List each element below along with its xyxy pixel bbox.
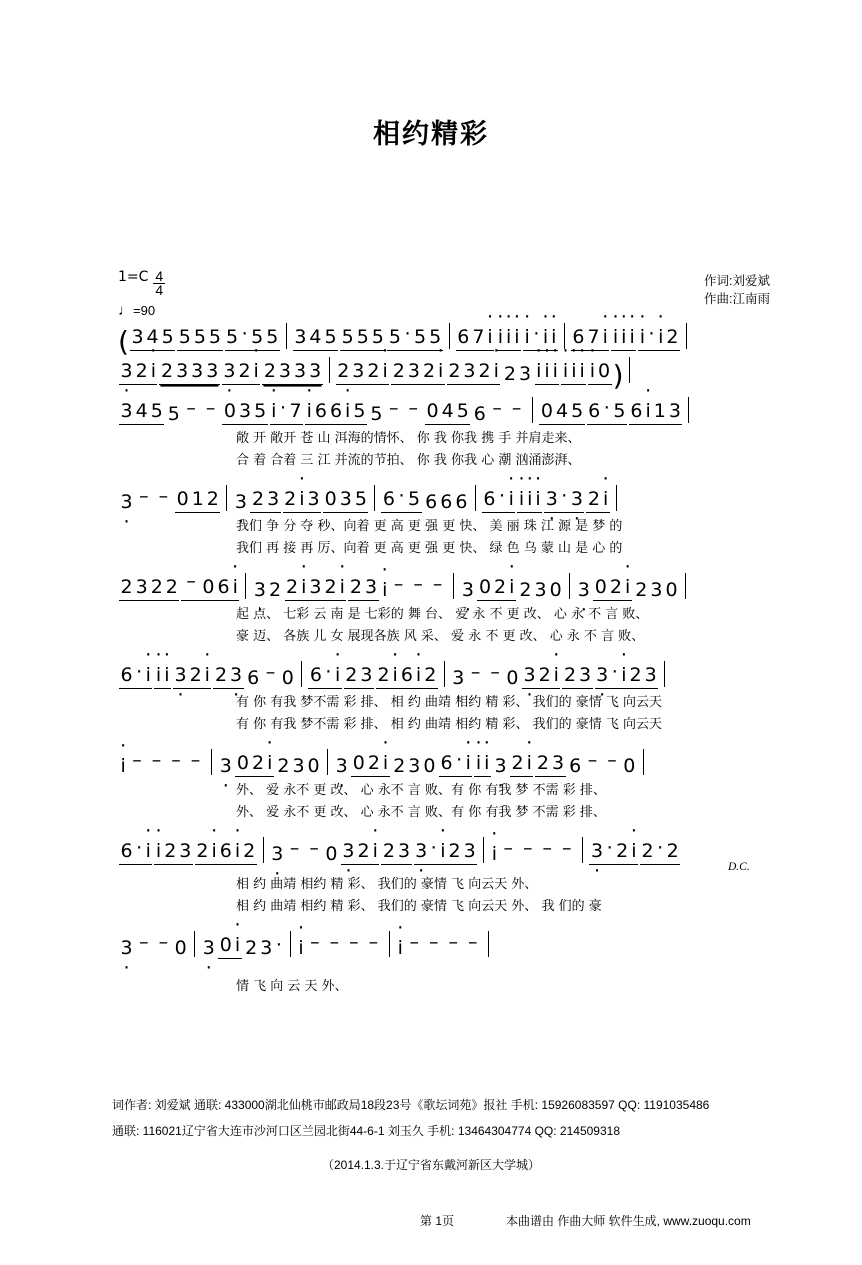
lyric-row: 敞 开 敞开 苍 山 洱海的情怀、 你 我 你我 携 手 并肩走来、 <box>236 430 581 446</box>
generator-note: 本曲谱由 作曲大师 软件生成, www.zuoqu.com <box>506 1214 751 1228</box>
note-group: · i – – – <box>381 579 448 601</box>
page-footer <box>0 1212 862 1229</box>
time-signature-numerator: 4 <box>155 268 164 284</box>
note-group: 3 4 5 <box>119 400 164 425</box>
note-group: · i · i · i <box>496 326 521 351</box>
music-system-3 <box>0 479 862 557</box>
note-group: 6 · · i <box>119 664 152 689</box>
note-group: · i · i <box>474 752 491 777</box>
note-group: · i · i · i <box>535 360 560 385</box>
note-group: 6 · · i <box>439 752 472 777</box>
note-group: 5 5 5 <box>177 326 222 351</box>
lyric-row: 外、 爱 永不 更 改、 心 永不 言 败、有 你 有我 梦 不需 彩 排、 <box>236 804 606 820</box>
footer-line-1: 词作者: 刘爱斌 通联: 433000湖北仙桃市邮政局18段23号《歌坛词苑》报社 手机: 15926083597 QQ: 1191035486 <box>112 1098 710 1112</box>
barline <box>194 931 195 957</box>
note-group: 0 2 · i <box>235 752 273 777</box>
note-group: 6 · · i <box>308 664 341 689</box>
note-group: 3 · · · i 2 3 <box>595 664 659 689</box>
note-group: 2 3 0 <box>635 579 678 601</box>
note-group: 2 3 <box>535 752 565 777</box>
note-group: 0 2 · i <box>351 752 389 777</box>
page-title: 相约精彩 <box>373 119 489 150</box>
lyric-row: 豪 迈、 各族 儿 女 展现各族 风 采、 爱 永 不 更 改、 心 永 不 言 败、 <box>236 628 645 644</box>
note-group: 2 · 2 <box>640 840 680 865</box>
music-system-7 <box>0 831 862 915</box>
barline <box>475 485 476 511</box>
barline <box>211 749 212 775</box>
note-group: 3 · · 3 · <box>544 488 584 513</box>
note-group: 3 · 2 · i <box>173 664 211 689</box>
note-group: 6 · 5 <box>381 488 421 513</box>
notation-line-7a <box>118 831 770 865</box>
note-group: 2 · i 3 2 · i <box>285 576 347 601</box>
note-group: 0 4 5 <box>425 400 470 425</box>
note-group: 2 · i 3 <box>283 488 321 513</box>
note-group: · i 6 6 · i 5 <box>305 400 367 425</box>
barline <box>664 661 665 687</box>
note-group: 6 – – <box>473 397 522 425</box>
notation-line-2a <box>118 391 770 425</box>
barline <box>263 837 264 863</box>
note-group: 3 · – – 0 <box>451 667 520 689</box>
note-group: · i · i · i <box>561 360 586 385</box>
barline <box>374 485 375 511</box>
note-group: 3 · <box>493 755 508 777</box>
notation-line-4a <box>118 567 770 601</box>
tempo-marking <box>118 303 165 318</box>
barline <box>245 573 246 599</box>
note-group: · i · · i · i <box>523 326 558 351</box>
note-group: 5 · 5 5 <box>225 326 280 351</box>
note-group: 3 · 2 · i <box>341 840 379 865</box>
barline <box>327 749 328 775</box>
note-group: 2 3 2 · i <box>391 360 445 385</box>
barline <box>389 931 390 957</box>
note-group: · i · i · i <box>517 488 542 513</box>
note-group: 2 3 <box>562 664 592 689</box>
time-signature-denominator: 4 <box>155 282 164 298</box>
barline <box>616 485 617 511</box>
lyric-row: 外、 爱 永不 更 改、 心 永不 言 败、有 你 有我 梦 不需 彩 排、 <box>236 782 606 798</box>
note-group: 6 · · i <box>119 840 152 865</box>
note-group: 2 3 3 3 <box>159 360 219 385</box>
notation-line-8a <box>118 925 770 959</box>
composer-credit: 作曲:江南雨 <box>704 292 770 306</box>
barline <box>488 931 489 957</box>
lyric-row: 有 你 有我 梦不需 彩 排、 相 约 曲靖 相约 精 彩、 我们的 豪情 飞 向云天 <box>236 694 662 710</box>
note-group: 0 2 · i <box>593 576 631 601</box>
note-group: · i – – – – <box>297 937 383 959</box>
note-group: 5 – – <box>167 397 216 425</box>
note-group: · i 0 <box>588 360 611 385</box>
note-group: 6 – 0 <box>247 661 294 689</box>
note-group: · i 2 3 <box>154 840 192 865</box>
music-system-1 <box>0 317 862 392</box>
lyric-row: 我们 争 分 夺 秒、向着 更 高 更 强 更 快、 美 丽 珠 江 源 是 梦 的 <box>236 518 623 534</box>
note-group: 3 · 2 · i <box>119 360 157 385</box>
lyric-row: 起 点、 七彩 云 南 是 七彩的 舞 台、 爱 永 不 更 改、 心 永 不 言 败、 <box>236 606 649 622</box>
note-group: 2 3 <box>250 488 280 513</box>
note-group: 3 · 2 · i <box>522 664 560 689</box>
note-group: 3 · <box>218 755 233 777</box>
barline <box>582 837 583 863</box>
note-group: 2 3 <box>348 576 378 601</box>
barline <box>444 661 445 687</box>
notation-line-1a <box>118 317 770 358</box>
quarter-note-icon: ♩ <box>118 302 133 319</box>
note-group: 3 · · 2 · i <box>589 840 638 865</box>
note-group: · i · i <box>154 664 171 689</box>
note-group: 3 · <box>460 579 475 601</box>
notation-line-1b <box>118 351 770 392</box>
barline <box>286 323 287 349</box>
note-group: 2 · i <box>510 752 533 777</box>
notation-line-3a <box>118 479 770 513</box>
note-group: 6 · · i <box>482 488 515 513</box>
tempo-value: =90 <box>133 303 156 318</box>
note-group: 3 4 5 <box>293 326 338 351</box>
note-group: 0 2 · i <box>477 576 515 601</box>
note-group: 2 · i 6 · i 2 <box>195 840 257 865</box>
note-group: 3 · · · i 2 3 <box>414 840 478 865</box>
note-group: 3 · 2 <box>252 579 282 601</box>
barline <box>532 397 533 423</box>
credits <box>704 272 770 308</box>
note-group: 3 · <box>201 937 216 959</box>
page-number: 第 1页 <box>420 1214 455 1228</box>
note-group: 3 · <box>576 579 591 601</box>
barline <box>643 749 644 775</box>
music-system-6 <box>0 743 862 821</box>
note-group: – 0 6 · i <box>181 576 239 601</box>
notation-line-5a <box>118 655 770 689</box>
note-group: 2 3 0 <box>277 755 320 777</box>
barline <box>685 573 686 599</box>
note-group: 2 3 0 <box>393 755 436 777</box>
barline <box>301 661 302 687</box>
note-group: 3 · – – 0 <box>270 843 339 865</box>
dc-marking: D.C. <box>728 861 750 873</box>
barline <box>629 357 630 383</box>
note-group: 3 · – – <box>119 491 173 513</box>
note-group: 5 5 5 <box>340 326 385 351</box>
note-group: 2 3 2 · i <box>447 360 501 385</box>
note-group: · i – – – – <box>490 843 576 865</box>
note-group: 2 · i <box>586 488 609 513</box>
key-signature-block <box>118 270 165 318</box>
barline <box>290 931 291 957</box>
footer-line-3: （2014.1.3.于辽宁省东戴河新区大学城） <box>321 1158 541 1172</box>
barline <box>453 573 454 599</box>
note-group: 6 6 6 <box>425 491 468 513</box>
lyric-row: 相 约 曲靖 相约 精 彩、 我们的 豪情 飞 向云天 外、 <box>236 876 538 892</box>
key-label: 1=C <box>118 269 149 285</box>
note-group: 2 3 · <box>245 934 282 959</box>
note-group: 6 7 · i <box>571 326 609 351</box>
close-paren: ) <box>612 359 624 392</box>
note-group: 2 3 <box>503 363 532 385</box>
note-group: 3 · – – 0 <box>119 937 188 959</box>
note-group: · i – – – – <box>396 937 482 959</box>
barline <box>688 397 689 423</box>
barline <box>686 323 687 349</box>
note-group: 3 4 5 <box>130 326 175 351</box>
note-group: · i · · i 2 <box>638 326 680 351</box>
note-group: 2 3 2 · i <box>336 360 390 385</box>
note-group: 6 7 · i <box>456 326 494 351</box>
notation-line-6a <box>118 743 770 777</box>
note-group: 0 3 5 <box>222 400 267 425</box>
music-system-4 <box>0 567 862 645</box>
note-group: 2 · i 6 · i 2 <box>376 664 438 689</box>
footer <box>0 1092 862 1178</box>
note-group: 2 3 2 2 <box>119 576 179 601</box>
note-group: 6 · 5 <box>587 400 627 425</box>
music-system-8 <box>0 925 862 995</box>
music-system-2 <box>0 391 862 469</box>
barline <box>449 323 450 349</box>
open-paren: ( <box>118 325 129 358</box>
barline <box>329 357 330 383</box>
lyric-row: 我们 再 接 再 厉、向着 更 高 更 强 更 快、 绿 色 乌 蒙 山 是 心 的 <box>236 540 623 556</box>
note-group: 0 1 2 <box>175 488 220 513</box>
lyric-row: 相 约 曲靖 相约 精 彩、 我们的 豪情 飞 向云天 外、 我 们的 豪 <box>236 898 602 914</box>
note-group: 2 3 <box>344 664 374 689</box>
note-group: 0 4 5 <box>539 400 584 425</box>
score <box>0 317 862 995</box>
note-group: · i · i · i <box>611 326 636 351</box>
music-system-5 <box>0 655 862 733</box>
lyric-row: 合 着 合着 三 江 并流的节拍、 你 我 你我 心 潮 汹涌澎湃、 <box>236 452 581 468</box>
note-group: 6 · i 1 3 <box>629 400 683 425</box>
note-group: 2 3 · <box>213 664 243 689</box>
note-group: 2 3 3 3 <box>262 360 322 385</box>
note-group: 5 · 5 5 <box>387 326 442 351</box>
barline <box>226 485 227 511</box>
note-group: 2 3 0 <box>519 579 562 601</box>
sheet-music-page <box>0 112 862 1265</box>
note-group: 3 · <box>233 491 248 513</box>
lyric-row: 情 飞 向 云 天 外、 <box>236 978 348 994</box>
note-group: 2 3 <box>381 840 411 865</box>
note-group: · i · 7 <box>270 400 303 425</box>
note-group: · i – – – – <box>119 755 205 777</box>
barline <box>569 573 570 599</box>
note-group: 5 – – <box>370 397 419 425</box>
lyric-row: 有 你 有我 梦不需 彩 排、 相 约 曲靖 相约 精 彩、 我们的 豪情 飞 向云天 <box>236 716 662 732</box>
note-group: 3 · <box>334 755 349 777</box>
barline <box>483 837 484 863</box>
note-group: 0 · i <box>218 934 241 959</box>
time-signature <box>153 270 165 297</box>
lyricist-credit: 作词:刘爱斌 <box>704 274 770 288</box>
note-group: 0 3 5 <box>323 488 368 513</box>
note-group: 6 – – 0 <box>569 749 636 777</box>
footer-line-2: 通联: 116021辽宁省大连市沙河口区兰园北街44-6-1 刘玉久 手机: 13464304774 QQ: 214509318 <box>112 1124 620 1138</box>
note-group: 3 · 2 · i <box>222 360 260 385</box>
